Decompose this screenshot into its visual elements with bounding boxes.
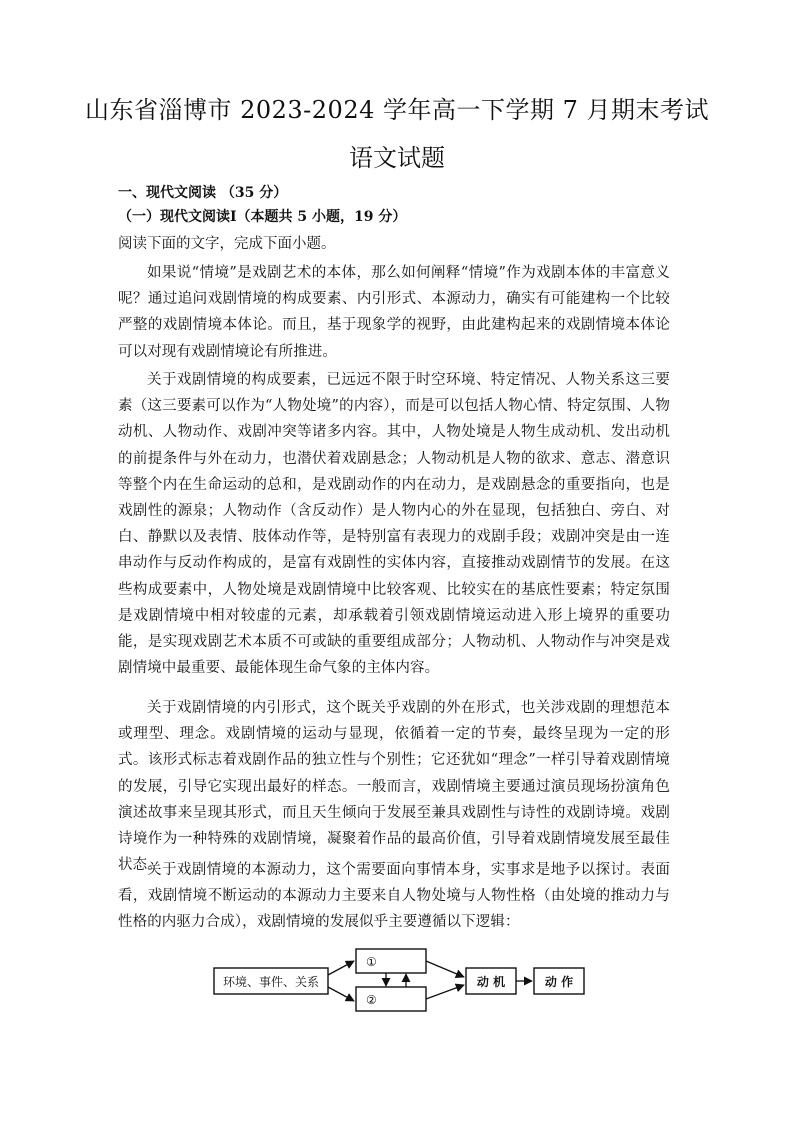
exam-title: 山东省淄博市 2023-2024 学年高一下学期 7 月期末考试: [84, 96, 710, 124]
paragraph-3: 关于戏剧情境的内引形式，这个既关乎戏剧的外在形式，也关涉戏剧的理想范本或理型、理念。戏剧情境的运动与显现，依循着一定的节奏，最终呈现为一定的形式。该形式标志着戏剧作品的独立性与个别性；它还犹如“理念”一样引导着戏剧情境的发展，引导它实现出最好的样态。一般而言，戏剧情境主要通过演员现场扮演角色演述故事来呈现其形式，而且天生倾向于发展至兼具戏剧性与诗性的戏剧诗境。戏剧诗境作为一种特殊的戏剧情境，凝聚着作品的最高价值，引导着戏剧情境发展至最佳状态。: [118, 700, 670, 874]
node-1-label: ①: [366, 955, 377, 969]
logic-flow-diagram: [210, 945, 590, 1015]
box-environment-label: 环境、事件、关系: [222, 975, 320, 989]
paragraph-4: 关于戏剧情境的本源动力，这个需要面向事情本身，实事求是地予以探讨。表面看，戏剧情境不断运动的本源动力主要来自人物处境与人物性格（由处境的推动力与性格的内驱力合成），戏剧情境的发展似乎主要遵循以下逻辑：: [118, 862, 670, 931]
reading-instruction: 阅读下面的文字，完成下面小题。: [118, 236, 336, 252]
paragraph-1: 如果说“情境”是戏剧艺术的本体，那么如何阐释“情境”作为戏剧本体的丰富意义呢？通过追问戏剧情境的构成要素、内引形式、本源动力，确实有可能建构一个比较严整的戏剧情境本体论。而且，基于现象学的视野，由此建构起来的戏剧情境本体论可以对现有戏剧情境论有所推进。: [118, 265, 670, 360]
box-action-label: 动 作: [544, 975, 574, 989]
section-heading: 一、现代文阅读 （35 分）: [118, 185, 288, 201]
exam-subtitle: 语文试题: [349, 144, 445, 172]
paragraph-2: 关于戏剧情境的构成要素，已远远不限于时空环境、特定情况、人物关系这三要素（这三要素可以作为“人物处境”的内容），而是可以包括人物心情、特定氛围、人物动机、人物动作、戏剧冲突等诸多内容。其中，人物处境是人物生成动机、发出动机的前提条件与外在动力，也潜伏着戏剧悬念；人物动机是人物的欲求、意志、潜意识等整个内在生命运动的总和，是戏剧动作的内在动力，是戏剧悬念的重要指向，也是戏剧性的源泉；人物动作（含反动作）是人物内心的外在显现，包括独白、旁白、对白、静默以及表情、肢体动作等，是特别富有表现力的戏剧手段；戏剧冲突是由一连串动作与反动作构成的，是富有戏剧性的实体内容，直接推动戏剧情节的发展。在这些构成要素中，人物处境是戏剧情境中比较客观、比较实在的基底性要素；特定氛围是戏剧情境中相对较虚的元素，却承载着引领戏剧情境运动进入形上境界的重要功能，是实现戏剧艺术本质不可或缺的重要组成部分；人物动机、人物动作与冲突是戏剧情境中最重要、最能体现生命气象的主体内容。: [118, 372, 670, 677]
sub-heading: （一）现代文阅读Ⅰ（本题共 5 小题，19 分）: [118, 209, 407, 225]
box-motive-label: 动 机: [476, 975, 506, 989]
node-2-label: ②: [366, 993, 377, 1007]
